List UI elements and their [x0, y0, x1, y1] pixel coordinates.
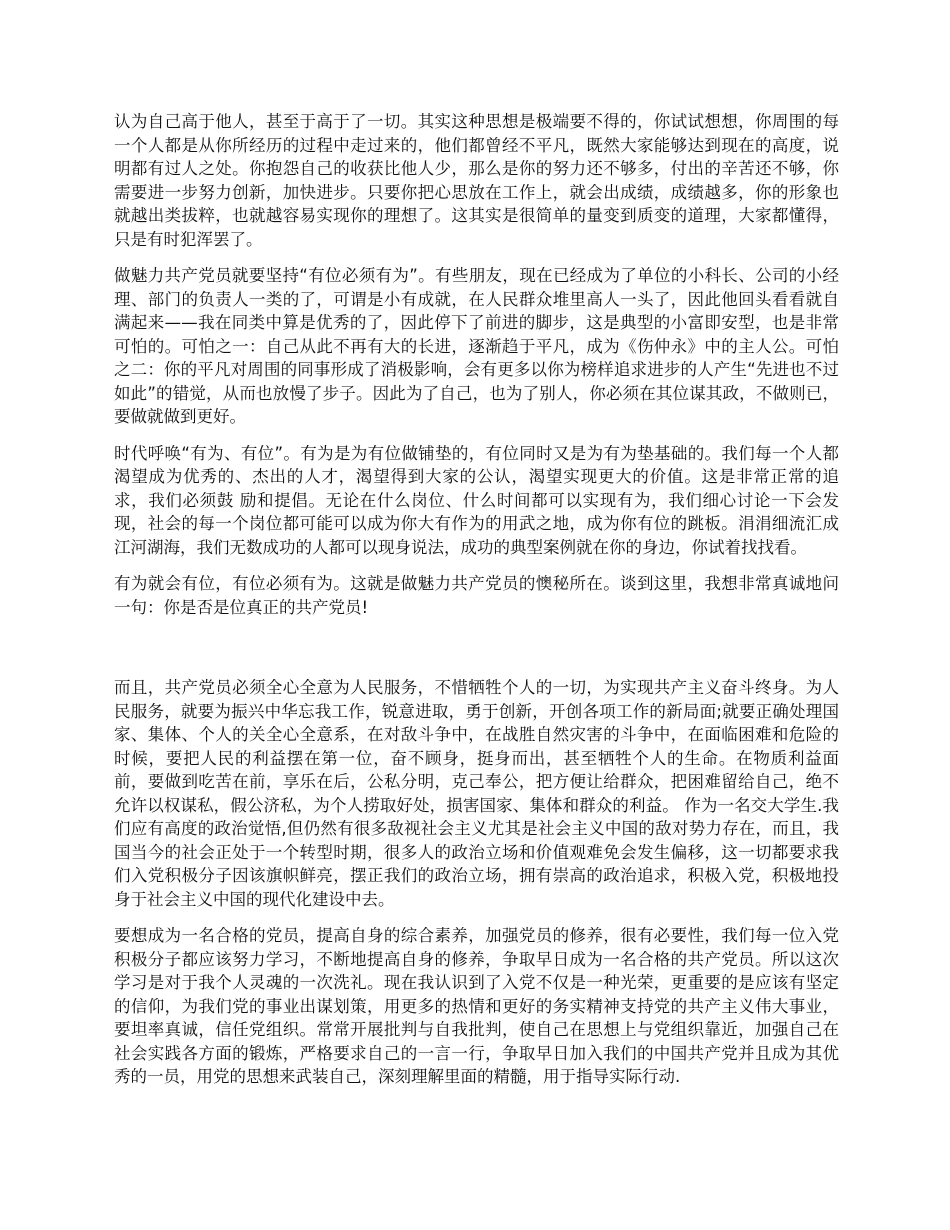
paragraph-qualified-member: 要想成为一名合格的党员，提高自身的综合素养，加强党员的修养，很有必要性，我们每一位入党积极分子都应该努力学习，不断地提高自身的修养，争取早日成为一名合格的共产党员。所以这次学习是对于我个人灵魂的一次洗礼。现在我认识到了入党不仅是一种光荣，更重要的是应该有坚定的信仰，为我们党的事业出谋划策，用更多的热情和更好的务实精神支持党的共产主义伟大事业，要坦率真诚，信任党组织。常常开展批判与自我批判，使自己在思想上与党组织靠近，加强自己在社会实践各方面的锻炼，严格要求自己的一言一行，争取早日加入我们的中国共产党并且成为其优秀的一员，用党的思想来武装自己，深刻理解里面的精髓，用于指导实际行动. — [114, 926, 839, 1086]
paragraph-serve-the-people: 而且，共产党员必须全心全意为人民服务，不惜牺牲个人的一切，为实现共产主义奋斗终身。为人民服务，就要为振兴中华忘我工作，锐意进取，勇于创新，开创各项工作的新局面;就要正确处理国家、集体、个人的关全心全意系，在对敌斗争中，在战胜自然灾害的斗争中，在面临困难和危险的时候，要把人民的利益摆在第一位，奋不顾身，挺身而出，甚至牺牲个人的生命。在物质利益面前，要做到吃苦在前，享乐在后，公私分明，克己奉公，把方便让给群众，把困难留给自己，绝不允许以权谋私，假公济私，为个人捞取好处，损害国家、集体和群众的利益。 作为一名交大学生.我们应有高度的政治觉悟,但仍然有很多敌视社会主义尤其是社会主义中国的敌对势力存在，而且，我国当今的社会正处于一个转型时期，很多人的政治立场和价值观难免会发生偏移，这一切都要求我们入党积极分子因该旗帜鲜亮，摆正我们的政治立场，拥有崇高的政治追求，积极入党，积极地投身于社会主义中国的现代化建设中去。 — [114, 678, 839, 909]
paragraph-conclusion-question: 有为就会有位，有位必须有为。这就是做魅力共产党员的懊秘所在。谈到这里，我想非常真诚地问一句：你是否是位真正的共产党员! — [114, 574, 839, 617]
paragraph-self-assessment: 认为自己高于他人，甚至于高于了一切。其实这种思想是极端要不得的，你试试想想，你周围的每一个人都是从你所经历的过程中走过来的，他们都曾经不平凡，既然大家能够达到现在的高度，说明都有过人之处。你抱怨自己的收获比他人少，那么是你的努力还不够多，付出的辛苦还不够，你需要进一步努力创新，加快进步。只要你把心思放在工作上，就会出成绩，成绩越多，你的形象也就越出类拔粹，也就越容易实现你的理想了。这其实是很简单的量变到质变的道理，大家都懂得，只是有时犯浑罢了。 — [114, 112, 839, 249]
paragraph-you-wei-bi-xu-you-wei: 做魅力共产党员就要坚持“有位必须有为”。有些朋友，现在已经成为了单位的小科长、公司的小经理、部门的负责人一类的了，可谓是小有成就，在人民群众堆里高人一头了，因此他回头看看就自满起来——我在同类中算是优秀的了，因此停下了前进的脚步，这是典型的小富即安型，也是非常可怕的。可怕之一：自己从此不再有大的长进，逐渐趋于平凡，成为《伤仲永》中的主人公。可怕之二：你的平凡对周围的同事形成了消极影响，会有更多以你为榜样追求进步的人产生“先进也不过如此”的错觉，从而也放慢了步子。因此为了自己，也为了别人，你必须在其位谋其政，不做则已，要做就做到更好。 — [114, 266, 839, 426]
document-body — [114, 110, 839, 1102]
section-gap — [114, 632, 839, 676]
paragraph-times-call: 时代呼唤“有为、有位”。有为是为有位做铺垫的，有位同时又是为有为垫基础的。我们每一个人都渴望成为优秀的、杰出的人才，渴望得到大家的公认，渴望实现更大的价值。这是非常正常的追求，我们必须鼓 励和提倡。无论在什么岗位、什么时间都可以实现有为，我们细心讨论一下会发现，社会的每一个岗位都可能可以成为你大有作为的用武之地，成为你有位的跳板。涓涓细流汇成江河湖海，我们无数成功的人都可以现身说法，成功的典型案例就在你的身边，你试着找找看。 — [114, 443, 839, 557]
